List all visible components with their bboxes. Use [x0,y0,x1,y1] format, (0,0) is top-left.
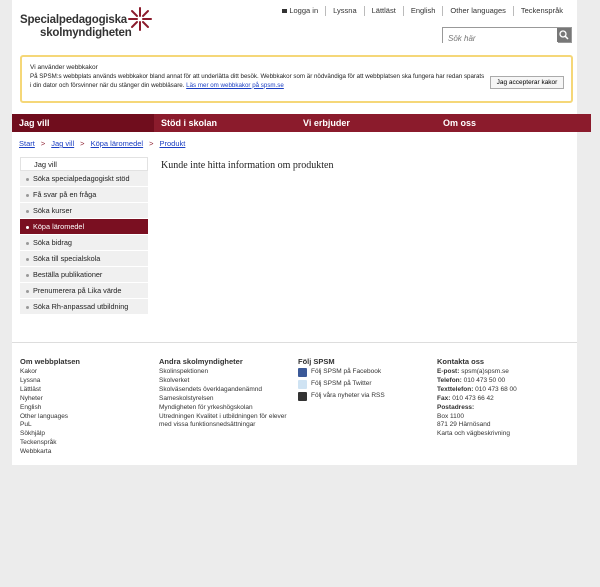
logo-star-icon [125,4,155,34]
footer-link[interactable]: Sökhjälp [20,430,45,438]
footer-rss-link[interactable]: Följ våra nyheter via RSS [298,392,430,401]
breadcrumb-jag-vill[interactable]: Jag vill [51,139,75,148]
footer-heading: Andra skolmyndigheter [159,357,243,366]
footer-link[interactable]: Lättläst [20,385,41,393]
footer-link[interactable]: Other languages [20,412,69,420]
footer-link[interactable]: PuL [20,421,32,429]
footer-divider [12,342,577,343]
lock-icon [282,9,287,13]
top-link-login[interactable]: Logga in [275,6,325,16]
sidebar-item[interactable]: Söka bidrag [20,235,148,251]
sidebar-item[interactable]: Söka till specialskola [20,251,148,267]
contact-fax: Fax: 010 473 66 42 [437,394,494,402]
sidebar-item[interactable]: Beställa publikationer [20,267,148,283]
footer-link[interactable]: Myndigheten för yrkeshögskolan [159,403,253,411]
footer-heading: Om webbplatsen [20,357,81,366]
breadcrumb-separator: > [80,139,85,148]
top-link-other-languages[interactable]: Other languages [442,6,512,16]
logo[interactable] [20,6,155,46]
sidebar-heading[interactable]: Jag vill [20,157,148,171]
nav-item-om-oss[interactable]: Om oss [443,118,477,128]
footer-heading: Kontakta oss [437,357,485,366]
footer-link[interactable]: Webbkarta [20,448,52,456]
contact-phone: Telefon: 010 473 50 00 [437,376,506,384]
breadcrumb-kopa-laromedel[interactable]: Köpa läromedel [90,139,144,148]
nav-item-stod-i-skolan[interactable]: Stöd i skolan [161,118,218,128]
top-link-sign-language[interactable]: Teckenspråk [513,6,570,16]
sidebar-item[interactable]: Prenumerera på Lika värde [20,283,148,299]
footer-col-other-agencies [159,357,291,430]
top-link-english[interactable]: English [403,6,443,16]
accept-cookies-button[interactable]: Jag accepterar kakor [490,76,564,89]
rss-icon [298,392,307,401]
footer-col-follow [298,357,430,404]
top-link-listen[interactable]: Lyssna [325,6,364,16]
contact-postal-line: 871 29 Härnösand [437,421,491,429]
breadcrumb [19,139,185,148]
search-box [442,27,572,43]
contact-textphone: Texttelefon: 010 473 68 00 [437,385,517,393]
product-not-found-message: Kunde inte hitta information om produkten [161,160,334,171]
search-icon [557,28,571,42]
breadcrumb-produkt[interactable]: Produkt [159,139,186,148]
cookie-text: På SPSM:s webbplats används webbkakor bland annat för att underlätta ditt besök. Webbkakor som är nödvändiga för att webbplatsen ska fungera har redan sparats i din dator och försvinner när du stänger din webbläsare. Läs mer om webbkakor på spsm.se [30,73,485,89]
breadcrumb-separator: > [149,139,154,148]
footer-link[interactable]: English [20,403,42,411]
top-link-easy-read[interactable]: Lättläst [364,6,403,16]
facebook-icon [298,368,307,377]
contact-email: E-post: spsm(a)spsm.se [437,368,509,375]
footer-link[interactable]: Utredningen Kvalitet i utbildningen för elever med vissa funktionsnedsättningar [159,412,287,429]
sidebar-item[interactable]: Söka kurser [20,203,148,219]
logo-line2: skolmyndigheten [40,27,132,39]
search-input[interactable] [443,32,558,46]
sidebar-item-active[interactable]: Köpa läromedel [20,219,148,235]
footer-link[interactable]: Skolinspektionen [159,368,209,375]
footer-link[interactable]: Nyheter [20,394,43,402]
sidebar-item[interactable]: Få svar på en fråga [20,187,148,203]
footer-link[interactable]: Skolväsendets överklagandenämnd [159,385,262,393]
breadcrumb-start[interactable]: Start [19,139,35,148]
footer-twitter-link[interactable]: Följ SPSM på Twitter [298,380,430,389]
footer-link[interactable]: Skolverket [159,376,190,384]
sidebar-item[interactable]: Söka Rh-anpassad utbildning [20,299,148,315]
footer-link[interactable]: Teckenspråk [20,439,57,447]
main-nav [12,114,591,132]
sidebar-item[interactable]: Söka specialpedagogiskt stöd [20,171,148,187]
footer-link[interactable]: Lyssna [20,376,41,384]
footer-facebook-link[interactable]: Följ SPSM på Facebook [298,368,430,377]
top-links [275,6,570,16]
search-button[interactable] [557,28,571,42]
contact-postal-label: Postadress: [437,403,475,411]
map-link[interactable]: Karta och vägbeskrivning [437,430,510,438]
footer-heading: Följ SPSM [298,357,335,366]
cookie-notice [20,55,573,103]
cookie-title: Vi använder webbkakor [30,64,98,71]
footer-col-about [20,357,150,457]
breadcrumb-separator: > [40,139,46,148]
footer-col-contact [437,357,569,439]
twitter-icon [298,380,307,389]
nav-item-jag-vill[interactable]: Jag vill [12,114,154,132]
contact-postal-line: Box 1100 [437,412,464,420]
sidebar [20,157,148,315]
footer-link[interactable]: Kakor [20,368,37,375]
logo-line1: Specialpedagogiska [20,14,127,26]
footer-link[interactable]: Sameskolstyrelsen [159,394,214,402]
nav-item-vi-erbjuder[interactable]: Vi erbjuder [303,118,350,128]
cookie-read-more-link[interactable]: Läs mer om webbkakor på spsm.se [186,81,284,89]
